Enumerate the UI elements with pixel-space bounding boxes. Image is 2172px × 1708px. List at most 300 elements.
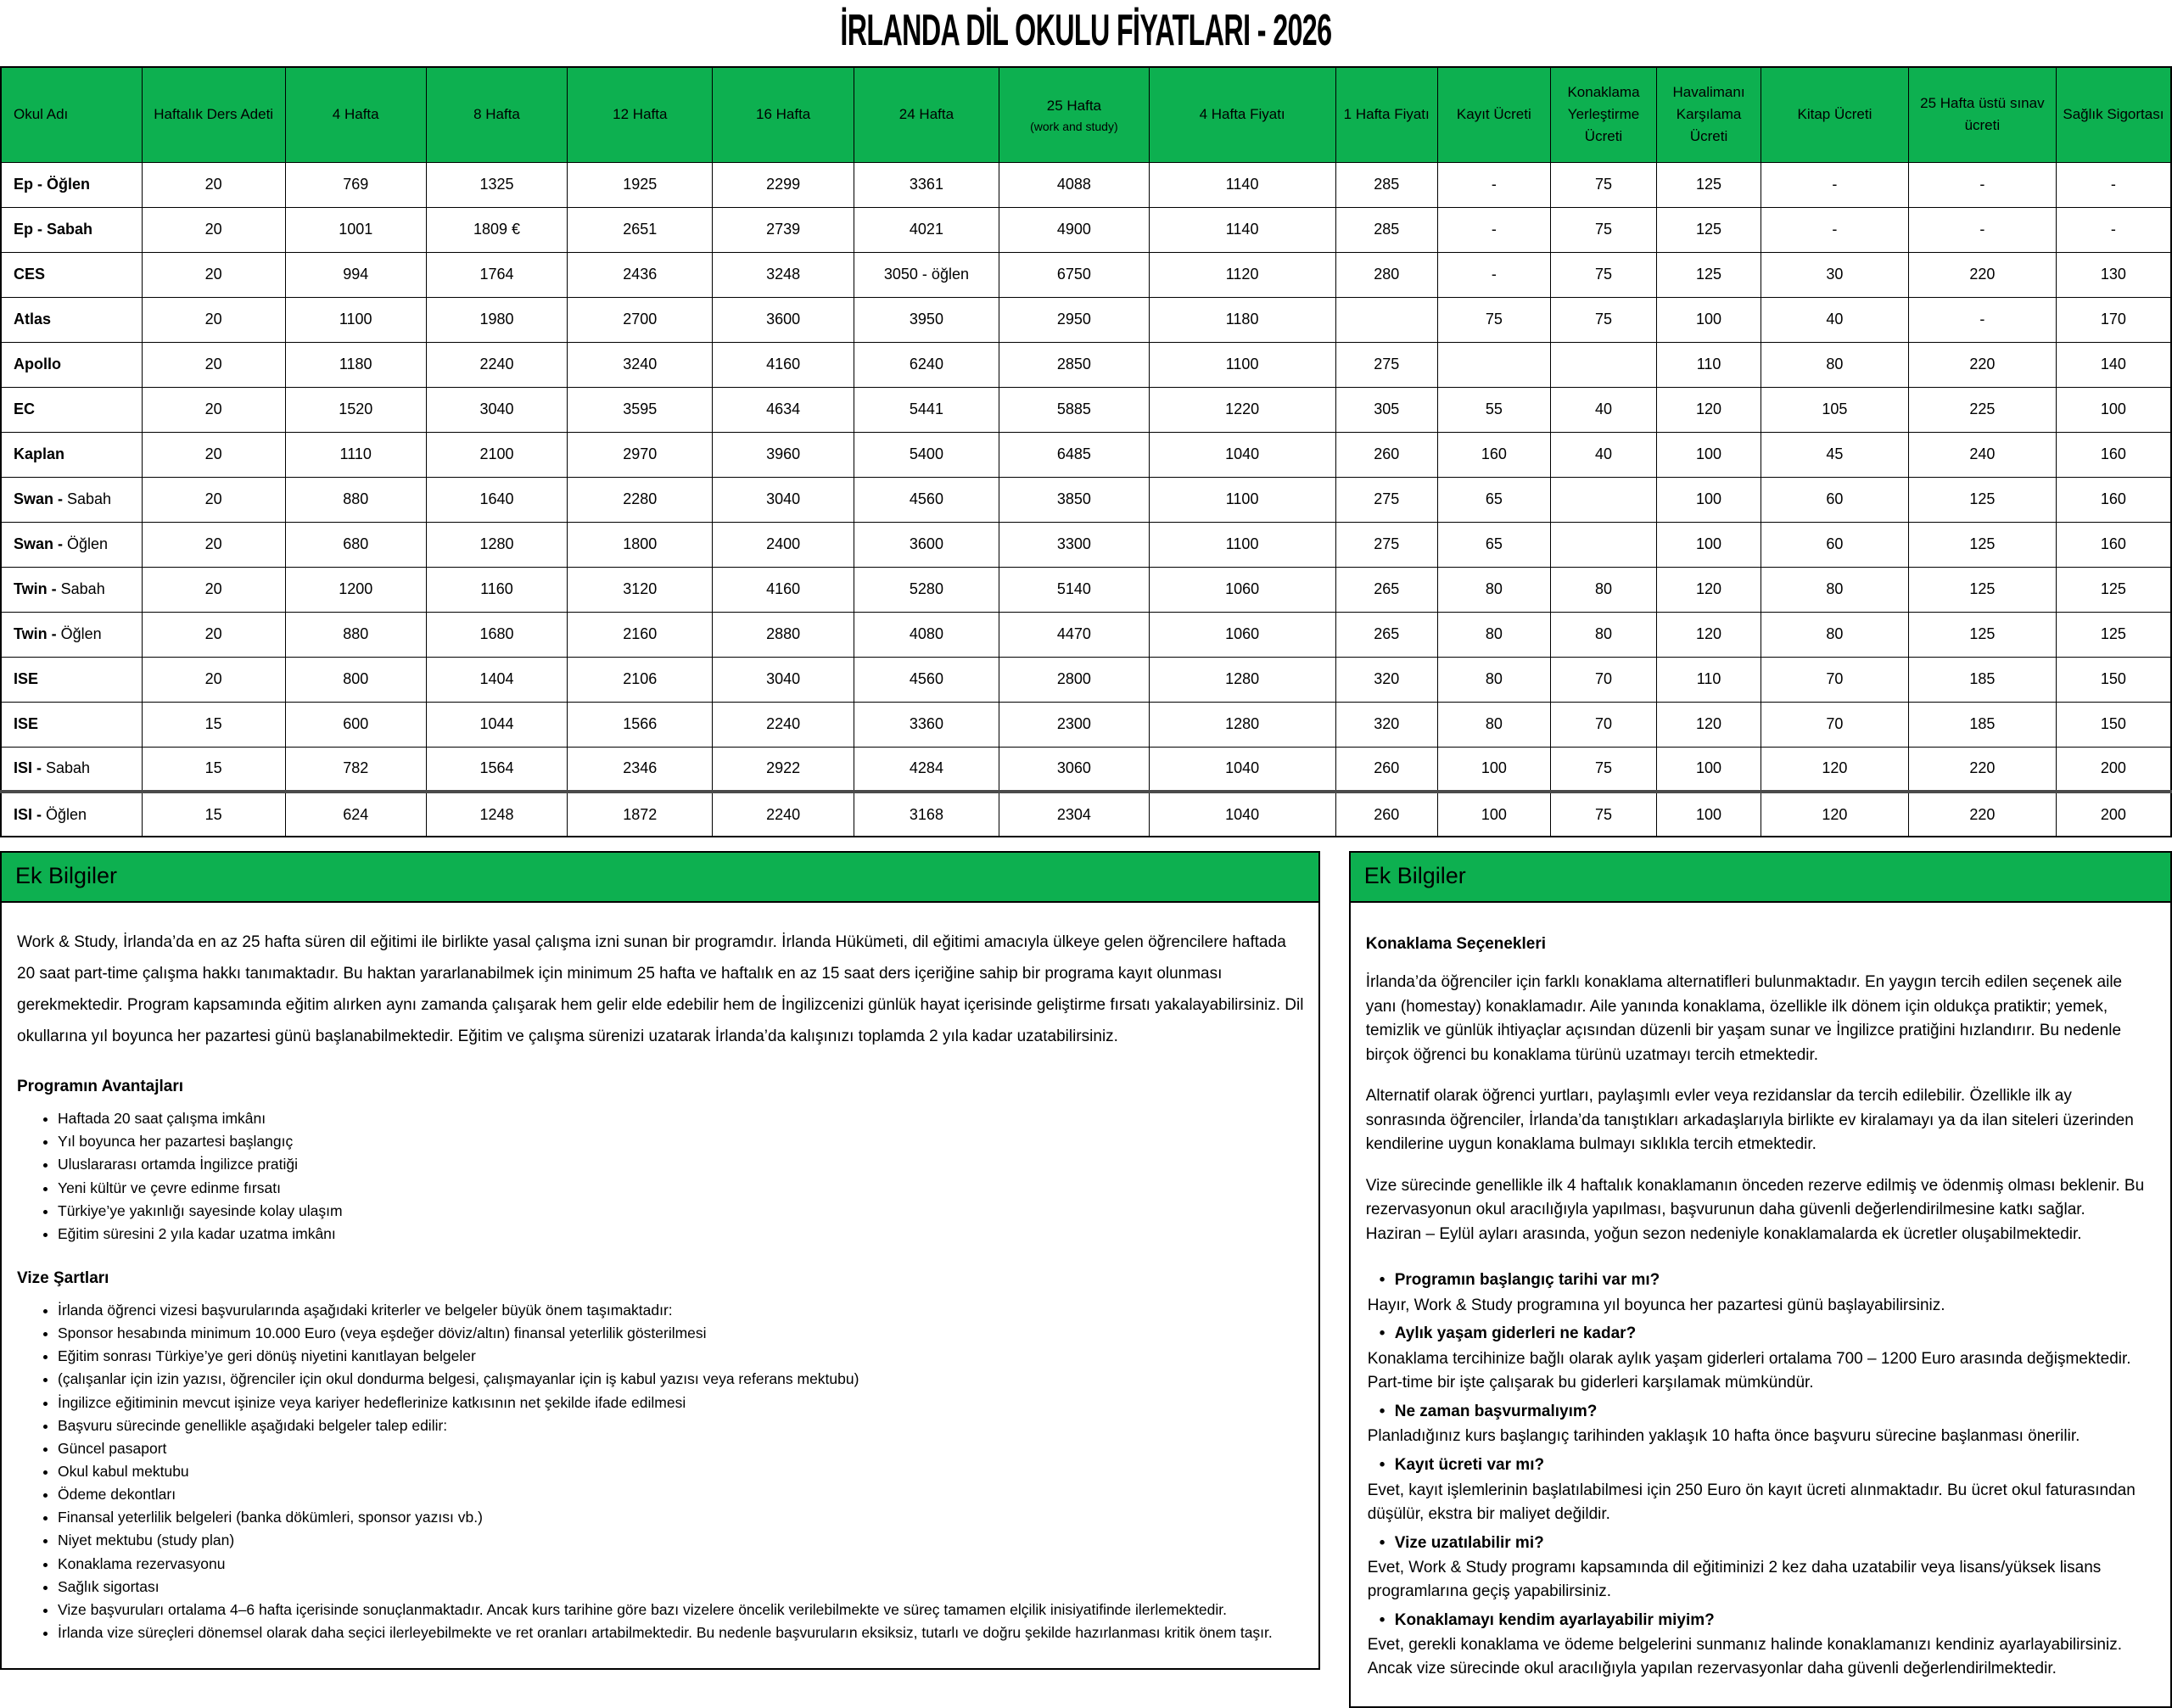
- price-cell: 125: [1657, 207, 1761, 252]
- price-cell: 20: [142, 657, 285, 702]
- price-cell: 120: [1657, 702, 1761, 747]
- price-cell: 782: [285, 747, 426, 792]
- price-cell: 3300: [999, 522, 1150, 567]
- price-cell: 20: [142, 297, 285, 342]
- price-cell: 1100: [285, 297, 426, 342]
- visa-item: • Eğitim sonrası Türkiye’ye geri dönüş niyetini kanıtlayan belgeler: [58, 1346, 1303, 1366]
- price-cell: 265: [1335, 612, 1437, 657]
- price-cell: 3361: [854, 162, 999, 207]
- price-cell: 170: [2056, 297, 2171, 342]
- price-cell: 280: [1335, 252, 1437, 297]
- price-cell: 240: [1908, 432, 2056, 477]
- accommodation-paragraph: İrlanda’da öğrenciler için farklı konaklama alternatifleri bulunmaktadır. En yaygın tercih edilen seçenek aile yanı (homestay) konaklamadır. Aile yanında konaklama, özellikle ilk dönem için oldukça pratiktir; yemek, temizlik ve günlük ihtiyaçlar açısından düzenli bir yaşam sunar ve İngilizce pratiğini hızlandırır. Bu nedenle birçok öğrenci bu konaklama türünü uzatmayı tercih etmektedir.: [1365, 973, 2123, 1064]
- price-cell: 20: [142, 432, 285, 477]
- price-cell: 2240: [426, 342, 567, 387]
- price-cell: 125: [2056, 567, 2171, 612]
- table-row: [1, 702, 2171, 747]
- school-name-cell: ISE: [1, 657, 142, 702]
- column-header: Havalimanı Karşılama Ücreti: [1657, 67, 1761, 162]
- column-header-subtitle: (work and study): [1030, 120, 1118, 134]
- table-row: [1, 792, 2171, 837]
- price-cell: -: [1908, 297, 2056, 342]
- price-table-header: [1, 67, 2171, 162]
- price-cell: 1100: [1149, 477, 1335, 522]
- header-row: [1, 67, 2171, 162]
- price-cell: 3040: [713, 477, 854, 522]
- price-cell: 2880: [713, 612, 854, 657]
- price-cell: 160: [1437, 432, 1550, 477]
- price-cell: 125: [1657, 252, 1761, 297]
- price-cell: -: [1908, 162, 2056, 207]
- school-name-cell: Ep - Öğlen: [1, 162, 142, 207]
- price-cell: 1110: [285, 432, 426, 477]
- left-panel-title: Ek Bilgiler: [0, 851, 1320, 903]
- price-cell: 75: [1550, 297, 1656, 342]
- price-cell: 2970: [568, 432, 713, 477]
- price-cell: -: [2056, 162, 2171, 207]
- price-cell: 4900: [999, 207, 1150, 252]
- column-header: Konaklama Yerleştirme Ücreti: [1550, 67, 1656, 162]
- visa-item: • İrlanda vize süreçleri dönemsel olarak daha seçici ilerleyebilmekte ve ret oranları artabilmektedir. Bu nedenle başvuruların eksiksiz, tutarlı ve doğru şekilde hazırlanması kritik önem taşır.: [58, 1622, 1303, 1643]
- price-cell: 2922: [713, 747, 854, 792]
- price-cell: 880: [285, 477, 426, 522]
- faq-answer: Evet, Work & Study programı kapsamında dil eğitiminizi 2 kez daha uzatabilir veya lisans/yüksek lisans programlarına geçiş yapabilirsiniz.: [1367, 1559, 2102, 1600]
- price-cell: [1437, 342, 1550, 387]
- column-header: 16 Hafta: [713, 67, 854, 162]
- price-cell: 6750: [999, 252, 1150, 297]
- table-row: [1, 162, 2171, 207]
- price-cell: 100: [1657, 747, 1761, 792]
- faq-answer: Hayır, Work & Study programına yıl boyunca her pazartesi günü başlayabilirsiniz.: [1367, 1296, 1945, 1314]
- faq-answer: Evet, gerekli konaklama ve ödeme belgelerini sunmanız halinde konaklamanızı kendiniz ayarlayabilirsiniz. Ancak vize sürecinde okul aracılığıyla yapılan rezervasyonlar daha güvenli değerlendirilmektedir.: [1367, 1636, 2122, 1678]
- price-cell: 75: [1437, 297, 1550, 342]
- price-cell: [1550, 342, 1656, 387]
- column-header: 25 Hafta üstü sınav ücreti: [1908, 67, 2056, 162]
- school-name-cell: ISI - Öğlen: [1, 792, 142, 837]
- price-cell: 1044: [426, 702, 567, 747]
- price-table: [0, 66, 2172, 837]
- price-cell: 20: [142, 162, 285, 207]
- price-cell: 70: [1761, 702, 1908, 747]
- price-cell: 4088: [999, 162, 1150, 207]
- column-header: Sağlık Sigortası: [2056, 67, 2171, 162]
- price-cell: 100: [1437, 747, 1550, 792]
- price-cell: 1564: [426, 747, 567, 792]
- visa-heading: Vize Şartları: [17, 1269, 109, 1288]
- price-cell: 1925: [568, 162, 713, 207]
- price-cell: 4160: [713, 567, 854, 612]
- price-cell: 100: [1657, 297, 1761, 342]
- price-cell: 125: [1908, 477, 2056, 522]
- column-header: 8 Hafta: [426, 67, 567, 162]
- faq-question: • Programın başlangıç tarihi var mı?: [1366, 1268, 2155, 1293]
- table-row: [1, 342, 2171, 387]
- price-cell: 120: [1657, 612, 1761, 657]
- table-row: [1, 252, 2171, 297]
- price-cell: 3600: [854, 522, 999, 567]
- visa-item: • Güncel pasaport: [58, 1438, 1303, 1459]
- school-name-cell: ISI - Sabah: [1, 747, 142, 792]
- price-cell: 20: [142, 477, 285, 522]
- price-cell: 80: [1761, 612, 1908, 657]
- accommodation-paragraph: Alternatif olarak öğrenci yurtları, paylaşımlı evler veya rezidanslar da tercih edilebilir. Özellikle ilk ay sonrasında öğrenciler, İrlanda’da tanıştıkları arkadaşlarıyla birlikte ev kiralamayı ya da ilan siteleri üzerinden kendilerine uygun konaklama bulmayı sıklıkla tercih etmektedir.: [1365, 1087, 2134, 1153]
- price-cell: 70: [1761, 657, 1908, 702]
- faq-question: • Kayıt ücreti var mı?: [1366, 1453, 2155, 1478]
- price-cell: 1325: [426, 162, 567, 207]
- price-cell: 120: [1657, 387, 1761, 432]
- table-row: [1, 207, 2171, 252]
- price-cell: 4021: [854, 207, 999, 252]
- price-cell: 75: [1550, 207, 1656, 252]
- price-cell: 105: [1761, 387, 1908, 432]
- title-bar: [0, 0, 2172, 66]
- price-cell: 2299: [713, 162, 854, 207]
- price-cell: 220: [1908, 792, 2056, 837]
- price-cell: 4470: [999, 612, 1150, 657]
- price-cell: 225: [1908, 387, 2056, 432]
- price-cell: 1200: [285, 567, 426, 612]
- faq-question: • Konaklamayı kendim ayarlayabilir miyim?: [1366, 1609, 2155, 1633]
- price-cell: 5280: [854, 567, 999, 612]
- price-cell: 1980: [426, 297, 567, 342]
- price-cell: 2950: [999, 297, 1150, 342]
- visa-list: [17, 1300, 1303, 1643]
- price-cell: 880: [285, 612, 426, 657]
- price-cell: 1060: [1149, 612, 1335, 657]
- faq-answer: Evet, kayıt işlemlerinin başlatılabilmesi için 250 Euro ön kayıt ücreti alınmaktadır. Bu ücret okul faturasından düşülür, ekstra bir maliyet değildir.: [1367, 1481, 2136, 1523]
- price-cell: 75: [1550, 162, 1656, 207]
- price-cell: 5441: [854, 387, 999, 432]
- price-cell: 2240: [713, 702, 854, 747]
- column-header: Kayıt Ücreti: [1437, 67, 1550, 162]
- price-cell: [1550, 477, 1656, 522]
- price-cell: 3248: [713, 252, 854, 297]
- price-cell: 100: [1657, 477, 1761, 522]
- price-cell: 285: [1335, 207, 1437, 252]
- price-cell: 3850: [999, 477, 1150, 522]
- price-cell: -: [1437, 162, 1550, 207]
- price-cell: 80: [1550, 612, 1656, 657]
- price-cell: 3050 - öğlen: [854, 252, 999, 297]
- price-cell: 140: [2056, 342, 2171, 387]
- price-cell: 1872: [568, 792, 713, 837]
- visa-item: • Sponsor hesabında minimum 10.000 Euro (veya eşdeğer döviz/altın) finansal yeterlilik gösterilmesi: [58, 1323, 1303, 1343]
- school-name-cell: ISE: [1, 702, 142, 747]
- visa-item: • Ödeme dekontları: [58, 1484, 1303, 1504]
- price-cell: 1809 €: [426, 207, 567, 252]
- price-cell: 1040: [1149, 747, 1335, 792]
- column-header: 25 Hafta (work and study): [999, 67, 1150, 162]
- school-name-cell: Ep - Sabah: [1, 207, 142, 252]
- visa-item: • Konaklama rezervasyonu: [58, 1554, 1303, 1574]
- faq-answer: Planladığınız kurs başlangıç tarihinden yaklaşık 10 hafta önce başvuru sürecine başlanması önerilir.: [1367, 1427, 2080, 1446]
- price-cell: 5400: [854, 432, 999, 477]
- price-cell: 220: [1908, 747, 2056, 792]
- visa-item: • Finansal yeterlilik belgeleri (banka dökümleri, sponsor yazısı vb.): [58, 1507, 1303, 1527]
- price-cell: 4560: [854, 477, 999, 522]
- price-cell: 3120: [568, 567, 713, 612]
- visa-item: • İngilizce eğitiminin mevcut işinize veya kariyer hedeflerinize katkısının net şekilde ifade edilmesi: [58, 1392, 1303, 1413]
- price-cell: 15: [142, 702, 285, 747]
- table-row: [1, 297, 2171, 342]
- table-row: [1, 387, 2171, 432]
- price-cell: 185: [1908, 702, 2056, 747]
- price-cell: 125: [2056, 612, 2171, 657]
- school-name-cell: Swan - Sabah: [1, 477, 142, 522]
- price-cell: 80: [1437, 567, 1550, 612]
- price-cell: 800: [285, 657, 426, 702]
- price-cell: 70: [1550, 657, 1656, 702]
- price-cell: 1764: [426, 252, 567, 297]
- price-cell: 275: [1335, 342, 1437, 387]
- price-cell: 15: [142, 792, 285, 837]
- column-header: 24 Hafta: [854, 67, 999, 162]
- advantage-item: • Yıl boyunca her pazartesi başlangıç: [58, 1131, 1303, 1151]
- price-cell: 3960: [713, 432, 854, 477]
- price-cell: 3060: [999, 747, 1150, 792]
- price-cell: 275: [1335, 477, 1437, 522]
- price-cell: 20: [142, 612, 285, 657]
- price-cell: 130: [2056, 252, 2171, 297]
- price-cell: 125: [1908, 567, 2056, 612]
- price-cell: [1335, 297, 1437, 342]
- price-cell: 320: [1335, 702, 1437, 747]
- price-cell: 1280: [1149, 657, 1335, 702]
- price-cell: -: [1908, 207, 2056, 252]
- price-cell: 994: [285, 252, 426, 297]
- price-cell: 40: [1550, 387, 1656, 432]
- price-cell: 1280: [426, 522, 567, 567]
- visa-item: • Vize başvuruları ortalama 4–6 hafta içerisinde sonuçlanmaktadır. Ancak kurs tarihine göre bazı vizelere öncelik verilebilmekte ve süreç tamamen elçilik inisiyatifinde ilerlemektedir.: [58, 1599, 1303, 1620]
- price-cell: 4160: [713, 342, 854, 387]
- faq-answer: Konaklama tercihinize bağlı olarak aylık yaşam giderleri ortalama 700 – 1200 Euro arasında değişmektedir. Part-time bir işte çalışarak bu giderleri karşılamak mümkündür.: [1367, 1349, 2131, 1392]
- price-cell: 80: [1437, 702, 1550, 747]
- price-cell: 60: [1761, 477, 1908, 522]
- price-cell: 6240: [854, 342, 999, 387]
- table-row: [1, 612, 2171, 657]
- price-cell: 3595: [568, 387, 713, 432]
- price-cell: [1550, 522, 1656, 567]
- price-cell: 2160: [568, 612, 713, 657]
- price-cell: 3168: [854, 792, 999, 837]
- price-cell: 80: [1437, 612, 1550, 657]
- price-cell: 6485: [999, 432, 1150, 477]
- table-row: [1, 567, 2171, 612]
- price-cell: 769: [285, 162, 426, 207]
- price-cell: 1404: [426, 657, 567, 702]
- work-study-panel: [0, 851, 1320, 1670]
- price-cell: 1180: [285, 342, 426, 387]
- table-row: [1, 657, 2171, 702]
- price-cell: 1680: [426, 612, 567, 657]
- price-cell: 120: [1761, 792, 1908, 837]
- school-name-cell: Apollo: [1, 342, 142, 387]
- price-cell: 1520: [285, 387, 426, 432]
- price-cell: 1100: [1149, 522, 1335, 567]
- price-cell: 3950: [854, 297, 999, 342]
- price-cell: 20: [142, 342, 285, 387]
- price-cell: 4560: [854, 657, 999, 702]
- price-cell: 65: [1437, 477, 1550, 522]
- price-cell: 220: [1908, 342, 2056, 387]
- price-cell: 2739: [713, 207, 854, 252]
- price-cell: -: [2056, 207, 2171, 252]
- price-cell: 160: [2056, 432, 2171, 477]
- price-cell: 1100: [1149, 342, 1335, 387]
- price-cell: 1040: [1149, 792, 1335, 837]
- table-row: [1, 432, 2171, 477]
- price-cell: 60: [1761, 522, 1908, 567]
- price-cell: 100: [1657, 432, 1761, 477]
- price-cell: 40: [1550, 432, 1656, 477]
- price-cell: 20: [142, 567, 285, 612]
- price-cell: 30: [1761, 252, 1908, 297]
- price-cell: 75: [1550, 252, 1656, 297]
- price-cell: 5140: [999, 567, 1150, 612]
- accommodation-paragraph: Vize sürecinde genellikle ilk 4 haftalık konaklamanın önceden rezerve edilmiş ve ödenmiş olması beklenir. Bu rezervasyonun okul aracılığıyla yapılması, başvurunun daha güvenli değerlendirilmesine katkı sağlar. Haziran – Eylül ayları arasında, yoğun sezon nedeniyle konaklamalarda ek ücretler oluşabilmektedir.: [1365, 1176, 2145, 1243]
- price-cell: 2436: [568, 252, 713, 297]
- price-cell: 1140: [1149, 162, 1335, 207]
- price-cell: 80: [1761, 567, 1908, 612]
- price-cell: 1800: [568, 522, 713, 567]
- price-cell: 1640: [426, 477, 567, 522]
- price-cell: 275: [1335, 522, 1437, 567]
- price-cell: 3040: [713, 657, 854, 702]
- price-cell: 2100: [426, 432, 567, 477]
- price-cell: 260: [1335, 747, 1437, 792]
- faq-question: • Vize uzatılabilir mi?: [1366, 1532, 2155, 1556]
- price-cell: 150: [2056, 702, 2171, 747]
- school-name-cell: Twin - Öğlen: [1, 612, 142, 657]
- price-cell: 260: [1335, 792, 1437, 837]
- price-cell: 70: [1550, 702, 1656, 747]
- price-cell: 2240: [713, 792, 854, 837]
- advantage-item: • Haftada 20 saat çalışma imkânı: [58, 1108, 1303, 1128]
- advantage-item: • Yeni kültür ve çevre edinme fırsatı: [58, 1178, 1303, 1198]
- price-cell: 100: [1437, 792, 1550, 837]
- price-cell: 1160: [426, 567, 567, 612]
- price-cell: 100: [1657, 792, 1761, 837]
- price-cell: 2400: [713, 522, 854, 567]
- price-cell: 3360: [854, 702, 999, 747]
- price-cell: 160: [2056, 477, 2171, 522]
- accommodation-panel: [1349, 851, 2172, 1708]
- school-name-cell: Kaplan: [1, 432, 142, 477]
- price-cell: 75: [1550, 792, 1656, 837]
- price-cell: 305: [1335, 387, 1437, 432]
- left-panel-body: [0, 903, 1320, 1670]
- table-row: [1, 747, 2171, 792]
- price-cell: 120: [1657, 567, 1761, 612]
- price-cell: 110: [1657, 342, 1761, 387]
- price-cell: 1280: [1149, 702, 1335, 747]
- price-cell: 2800: [999, 657, 1150, 702]
- price-cell: 65: [1437, 522, 1550, 567]
- faq-question: • Aylık yaşam giderleri ne kadar?: [1366, 1322, 2155, 1347]
- visa-item: • Başvuru sürecinde genellikle aşağıdaki belgeler talep edilir:: [58, 1415, 1303, 1436]
- faq-list: [1366, 1268, 2155, 1681]
- price-cell: 20: [142, 522, 285, 567]
- price-cell: 3600: [713, 297, 854, 342]
- price-cell: 2304: [999, 792, 1150, 837]
- info-panels: [0, 851, 2172, 1708]
- school-name-cell: Atlas: [1, 297, 142, 342]
- page-title: İRLANDA DİL OKULU FİYATLARI - 2026: [840, 6, 1332, 55]
- price-cell: 5885: [999, 387, 1150, 432]
- price-cell: 600: [285, 702, 426, 747]
- price-cell: -: [1761, 207, 1908, 252]
- school-name-cell: CES: [1, 252, 142, 297]
- price-cell: 125: [1908, 522, 2056, 567]
- right-panel-body: [1349, 903, 2172, 1708]
- accommodation-paragraphs: [1366, 971, 2155, 1246]
- price-cell: 100: [2056, 387, 2171, 432]
- price-cell: 20: [142, 207, 285, 252]
- price-cell: 4080: [854, 612, 999, 657]
- price-cell: 1220: [1149, 387, 1335, 432]
- price-cell: -: [1437, 207, 1550, 252]
- price-cell: 80: [1550, 567, 1656, 612]
- price-cell: 680: [285, 522, 426, 567]
- price-cell: -: [1437, 252, 1550, 297]
- accommodation-heading: Konaklama Seçenekleri: [1365, 935, 1547, 953]
- price-cell: 55: [1437, 387, 1550, 432]
- price-cell: 125: [1657, 162, 1761, 207]
- price-cell: 20: [142, 387, 285, 432]
- price-cell: 200: [2056, 792, 2171, 837]
- visa-item: • Sağlık sigortası: [58, 1576, 1303, 1597]
- advantage-item: • Uluslararası ortamda İngilizce pratiği: [58, 1154, 1303, 1174]
- price-cell: 1248: [426, 792, 567, 837]
- faq-question: • Ne zaman başvurmalıyım?: [1366, 1400, 2155, 1425]
- price-table-body: [1, 162, 2171, 837]
- price-cell: 2700: [568, 297, 713, 342]
- visa-item: • İrlanda öğrenci vizesi başvurularında aşağıdaki kriterler ve belgeler büyük önem taşımaktadır:: [58, 1300, 1303, 1320]
- price-cell: 2106: [568, 657, 713, 702]
- school-name-cell: EC: [1, 387, 142, 432]
- price-cell: 2300: [999, 702, 1150, 747]
- column-header: 12 Hafta: [568, 67, 713, 162]
- price-cell: 220: [1908, 252, 2056, 297]
- visa-item: • Niyet mektubu (study plan): [58, 1530, 1303, 1550]
- price-cell: 2850: [999, 342, 1150, 387]
- price-cell: 80: [1761, 342, 1908, 387]
- price-cell: 320: [1335, 657, 1437, 702]
- price-cell: 75: [1550, 747, 1656, 792]
- price-cell: 2280: [568, 477, 713, 522]
- price-cell: 3040: [426, 387, 567, 432]
- advantages-heading: Programın Avantajları: [17, 1078, 184, 1096]
- price-cell: 2651: [568, 207, 713, 252]
- column-header: Haftalık Ders Adeti: [142, 67, 285, 162]
- price-cell: 100: [1657, 522, 1761, 567]
- advantage-item: • Eğitim süresini 2 yıla kadar uzatma imkânı: [58, 1224, 1303, 1244]
- table-row: [1, 522, 2171, 567]
- visa-item: • (çalışanlar için izin yazısı, öğrenciler için okul dondurma belgesi, çalışmayanlar için iş kabul yazısı veya referans mektubu): [58, 1369, 1303, 1389]
- price-cell: 15: [142, 747, 285, 792]
- price-cell: 150: [2056, 657, 2171, 702]
- price-cell: 45: [1761, 432, 1908, 477]
- price-cell: 160: [2056, 522, 2171, 567]
- price-cell: 1060: [1149, 567, 1335, 612]
- work-study-intro: Work & Study, İrlanda’da en az 25 hafta süren dil eğitimi ile birlikte yasal çalışma izni sunan bir programdır. İrlanda Hükümeti, dil eğitimi amacıyla ülkeye gelen öğrencilere haftada 20 saat part-time çalışma hakkı tanımaktadır. Bu haktan yararlanabilmek için minimum 25 hafta ve haftalık en az 15 saat ders içeriğine sahip bir programa kayıt olunması gerekmektedir. Program kapsamında eğitim alırken aynı zamanda çalışarak hem gelir elde edebilir hem de İngilizcenizi günlük hayat içerisinde geliştirme fırsatı yakalayabilirsiniz. Dil okullarına yıl boyunca her pazartesi günü başlanabilmektedir. Eğitim ve çalışma sürenizi uzatarak İrlanda’da kalışınızı toplamda 2 yıla kadar uzatabilirsiniz.: [17, 933, 1304, 1046]
- column-header: 1 Hafta Fiyatı: [1335, 67, 1437, 162]
- price-cell: 4284: [854, 747, 999, 792]
- price-cell: 624: [285, 792, 426, 837]
- price-cell: 3240: [568, 342, 713, 387]
- price-cell: 1566: [568, 702, 713, 747]
- column-header: Kitap Ücreti: [1761, 67, 1908, 162]
